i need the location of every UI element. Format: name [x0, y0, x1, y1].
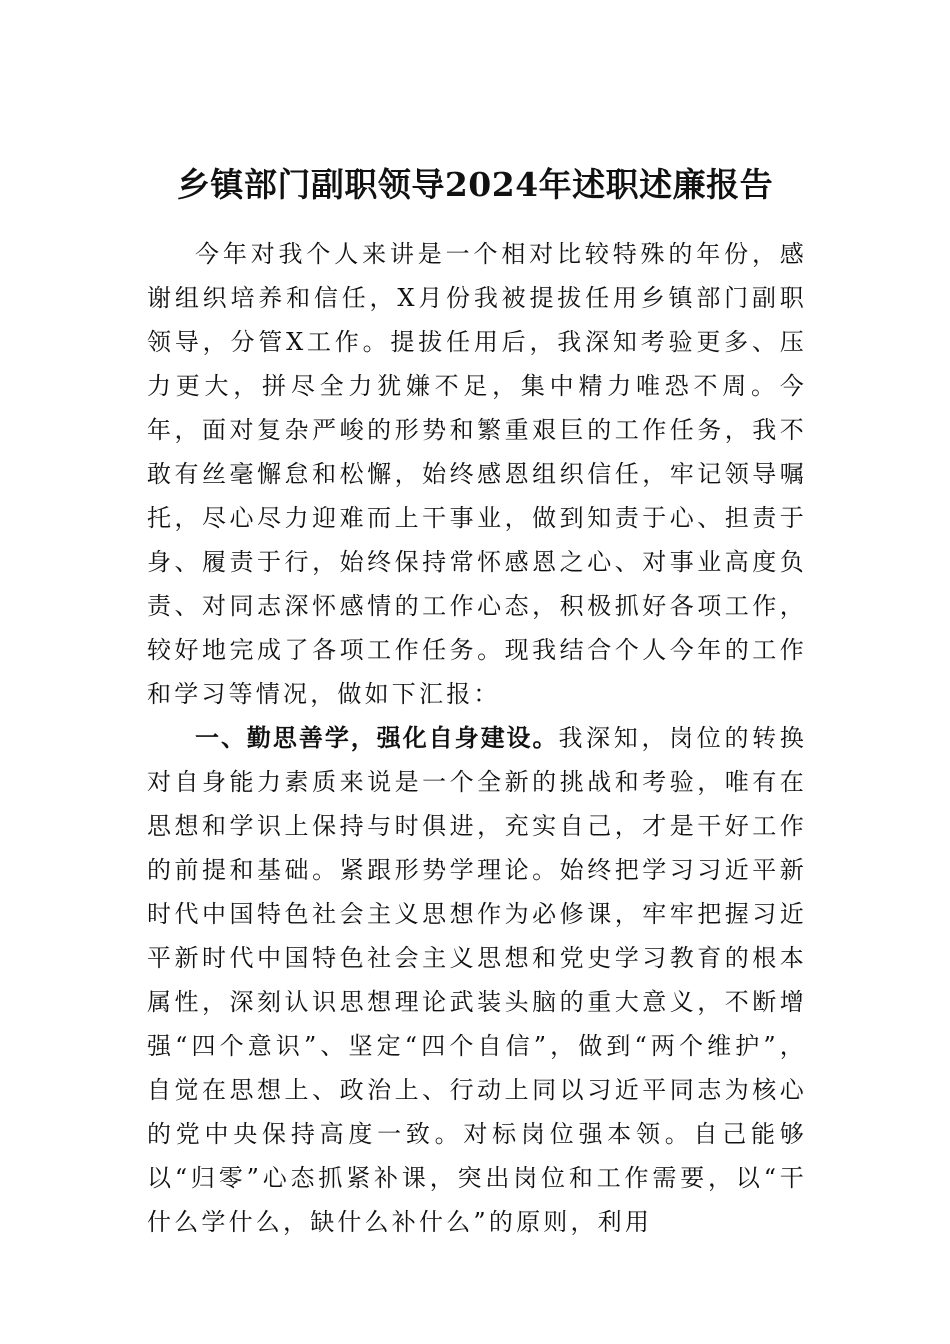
paragraph-text: 我深知，岗位的转换对自身能力素质来说是一个全新的挑战和考验，唯有在思想和学识上保持与时俱进，充实自己，才是干好工作的前提和基础。紧跟形势学理论。始终把学习习近平新时代中国特色社会主义思想作为必修课，牢牢把握习近平新时代中国特色社会主义思想和党史学习教育的根本属性，深刻认识思想理论武装头脑的重大意义，不断增强“四个意识”、坚定“四个自信”，做到“两个维护”，自觉在思想上、政治上、行动上同以习近平同志为核心的党中央保持高度一致。对标岗位强本领。自己能够以“归零”心态抓紧补课，突出岗位和工作需要，以“干什么学什么，缺什么补什么”的原则，利用	[147, 724, 807, 1236]
body-paragraph-section-1	[147, 716, 807, 1244]
document-title: 乡镇部门副职领导2024年述职述廉报告	[176, 165, 774, 204]
paragraph-text: 今年对我个人来讲是一个相对比较特殊的年份，感谢组织培养和信任，X月份我被提拔任用乡镇部门副职领导，分管X工作。提拔任用后，我深知考验更多、压力更大，拼尽全力犹嫌不足，集中精力唯恐不周。今年，面对复杂严峻的形势和繁重艰巨的工作任务，我不敢有丝毫懈怠和松懈，始终感恩组织信任，牢记领导嘱托，尽心尽力迎难而上干事业，做到知责于心、担责于身、履责于行，始终保持常怀感恩之心、对事业高度负责、对同志深怀感情的工作心态，积极抓好各项工作，较好地完成了各项工作任务。现我结合个人今年的工作和学习等情况，做如下汇报：	[147, 240, 807, 708]
section-heading: 一、勤思善学，强化自身建设。	[195, 724, 559, 752]
body-paragraph-intro	[147, 232, 807, 716]
document-body	[147, 232, 807, 1244]
